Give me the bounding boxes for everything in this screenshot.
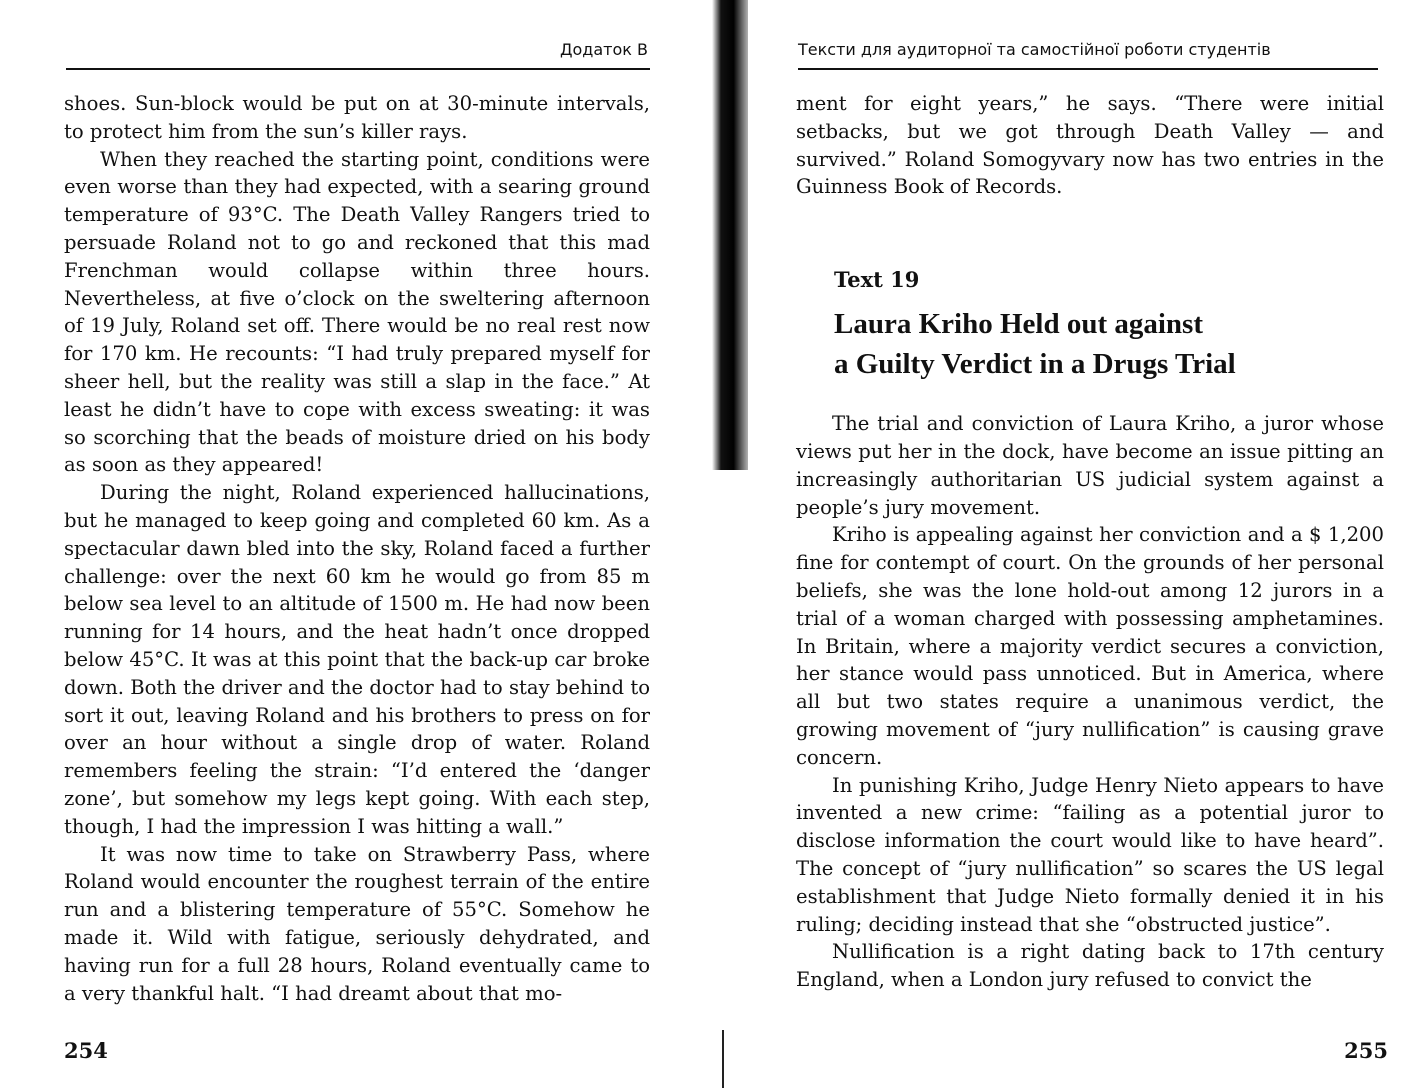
left-page bbox=[0, 0, 700, 1088]
running-head: Тексти для аудиторної та самостійної роботи студентів bbox=[798, 40, 1271, 59]
paragraph: During the night, Roland experienced hallucinations, but he managed to keep going and completed 60 km. As a spectacular dawn bled into the sky, Roland faced a further challenge: over the next 60 km he would go from 85 m below sea level to an altitude of 1500 m. He had now been running for 14 hours, and the heat hadn’t once dropped below 45°C. It was at this point that the back-up car broke down. Both the driver and the doctor had to stay behind to sort it out, leaving Roland and his brothers to press on for over an hour without a single drop of water. Roland remembers feeling the strain: “I’d entered the ‘danger zone’, but somehow my legs kept going. With each step, though, I had the impression I was hitting a wall.” bbox=[64, 481, 650, 838]
article-title bbox=[834, 304, 1384, 384]
paragraph: When they reached the starting point, conditions were even worse than they had expected, with a searing ground temperature of 93°C. The Death Valley Rangers tried to persuade Roland not to go and reckoned that this mad Frenchman would collapse within three hours. Nevertheless, at five o’clock on the sweltering afternoon of 19 July, Roland set off. There would be no real rest now for 170 km. He recounts: “I had truly prepared myself for sheer hell, but the reality was still a slap in the face.” At least he didn’t have to cope with excess sweating: it was so scorching that the beads of moisture dried on his body as soon as they appeared! bbox=[64, 147, 650, 477]
article-title-line: Laura Kriho Held out against bbox=[834, 308, 1203, 341]
text-column bbox=[796, 90, 1384, 994]
paragraph: Nullification is a right dating back to 17th century England, when a London jury refused to convict the bbox=[796, 940, 1384, 992]
text-column bbox=[64, 90, 650, 1007]
binding-line bbox=[722, 1030, 724, 1088]
running-head: Додаток В bbox=[560, 40, 648, 59]
paragraph: The trial and conviction of Laura Kriho, a juror whose views put her in the dock, have become an issue pitting an increasingly authoritarian US judicial system against a people’s jury movement. bbox=[796, 412, 1384, 519]
header-rule bbox=[66, 68, 650, 70]
paragraph: Kriho is appealing against her conviction and a $ 1,200 fine for contempt of court. On the grounds of her personal beliefs, she was the lone hold-out among 12 jurors in a trial of a woman charged with possessing amphetamines. In Britain, where a majority verdict secures a conviction, her stance would pass unnoticed. But in America, where all but two states require a unanimous verdict, the growing movement of “jury nullification” is causing grave concern. bbox=[796, 523, 1384, 769]
header-rule bbox=[798, 68, 1378, 70]
paragraph: shoes. Sun-block would be put on at 30-minute intervals, to protect him from the sun’s killer rays. bbox=[64, 92, 650, 143]
continuation-paragraph: ment for eight years,” he says. “There were initial setbacks, but we got through Death Valley — and survived.” Roland Somogyvary now has two entries in the Guinness Book of Records. bbox=[796, 92, 1384, 199]
article-title-line: a Guilty Verdict in a Drugs Trial bbox=[834, 348, 1236, 381]
page-number: 255 bbox=[1344, 1038, 1388, 1063]
paragraph: In punishing Kriho, Judge Henry Nieto appears to have invented a new crime: “failing as a potential juror to disclose information the court would like to have heard”. The concept of “jury nullification” so scares the US legal establishment that Judge Nieto formally denied it in his ruling; deciding instead that she “obstructed justice”. bbox=[796, 773, 1384, 936]
right-page bbox=[760, 0, 1422, 1088]
binding-shadow bbox=[712, 0, 748, 470]
text-number-label: Text 19 bbox=[834, 267, 920, 293]
page-number: 254 bbox=[64, 1038, 108, 1063]
paragraph: It was now time to take on Strawberry Pass, where Roland would encounter the roughest terrain of the entire run and a blistering temperature of 55°C. Somehow he made it. Wild with fatigue, seriously dehydrated, and having run for a full 28 hours, Roland eventually came to a very thankful halt. “I had dreamt about that mo- bbox=[64, 842, 650, 1005]
